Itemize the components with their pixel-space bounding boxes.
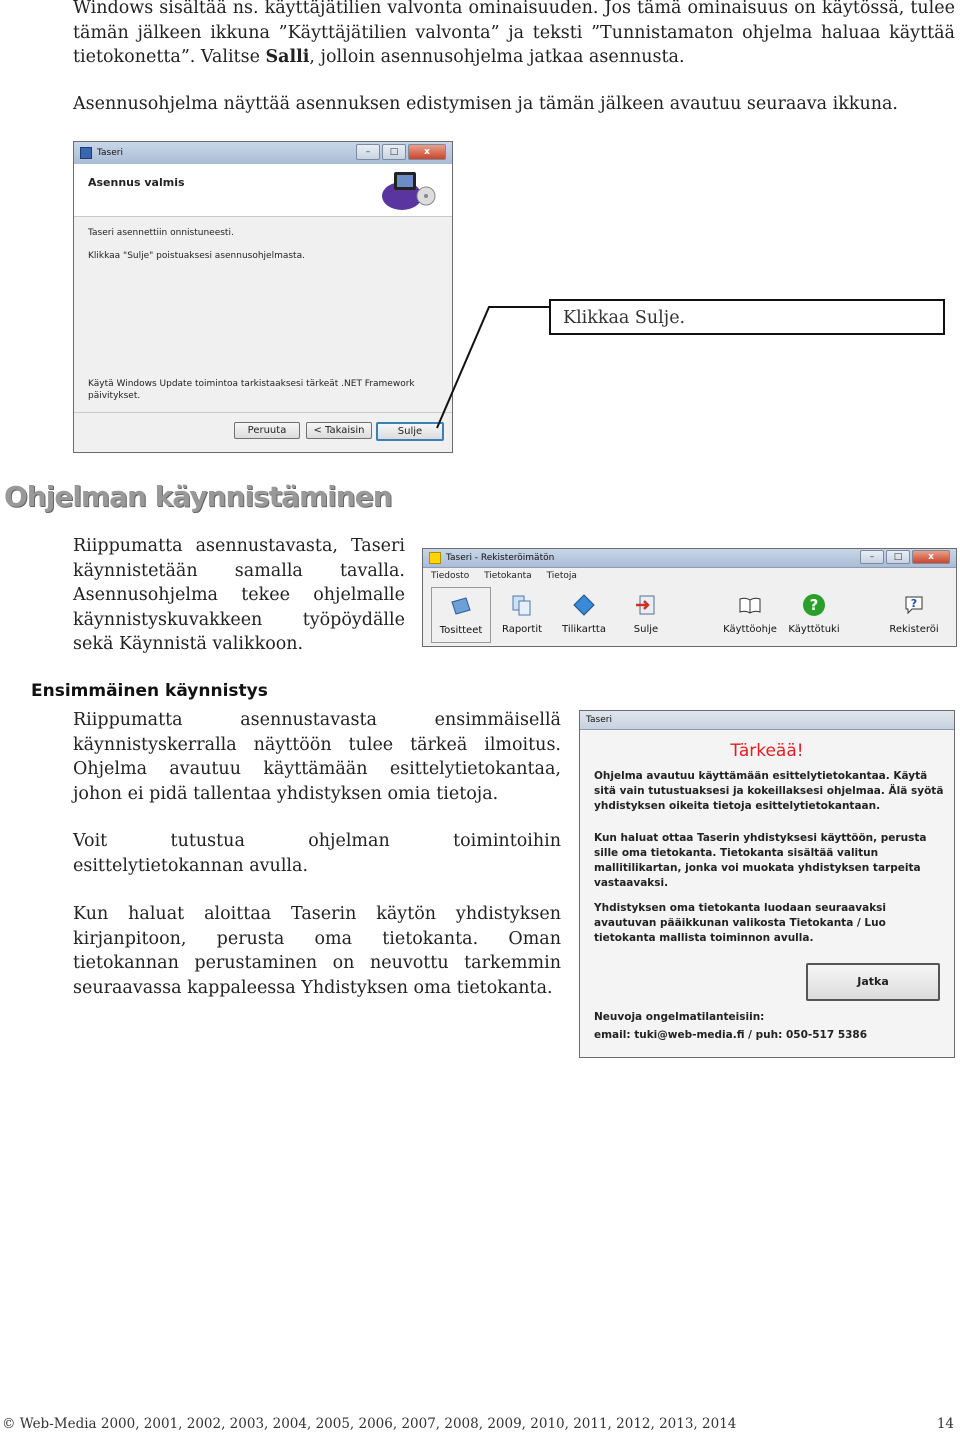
callout-box	[549, 299, 945, 335]
install-window-title: Taseri	[97, 148, 123, 158]
install-header-band	[74, 164, 452, 217]
update-note: Käytä Windows Update toimintoa tarkistaaksesi tärkeät .NET Framework päivitykset.	[88, 379, 415, 401]
exit-icon	[634, 593, 658, 617]
maximize-button[interactable]: □	[886, 550, 910, 564]
help-label: Neuvoja ongelmatilanteisiin:	[594, 1011, 765, 1023]
app-icon	[429, 552, 441, 564]
tool-label: Tositteet	[439, 625, 483, 636]
section-heading-first-start: Ensimmäinen käynnistys	[31, 681, 268, 701]
menu-item-tiedosto[interactable]: Tiedosto	[431, 571, 470, 581]
first-start-paragraph-3: Kun haluat aloittaa Taserin käytön yhdistyksen kirjanpitoon, perusta oma tietokanta. Oman tietokannan perustaminen on neuvottu tarkemmin seuraavassa kappaleessa Yhdistyksen oma tietokanta.	[73, 904, 561, 998]
continue-button[interactable]: Jatka	[806, 963, 940, 1001]
tool-label: Sulje	[633, 624, 659, 635]
pages-icon	[510, 593, 534, 617]
svg-text:?: ?	[910, 597, 918, 610]
maximize-button[interactable]: □	[382, 144, 406, 160]
notice-paragraph-1: Ohjelma avautuu käyttämään esittelytietokantaa. Käytä sitä vain tutustuaksesi ja kokeillaksesi ohjelmaa. Älä syötä yhdistyksen oikeita tietoja esittelytietokantaan.	[594, 770, 944, 812]
install-heading: Asennus valmis	[88, 176, 185, 189]
help-icon	[802, 593, 826, 617]
menu-bar	[431, 571, 589, 581]
menu-item-tietoja[interactable]: Tietoja	[546, 571, 577, 581]
install-msg-2: Klikkaa "Sulje" poistuaksesi asennusohjelmasta.	[88, 251, 305, 261]
help-contact: email: tuki@web-media.fi / puh: 050-517 5386	[594, 1029, 868, 1041]
tool-kayttotuki[interactable]	[785, 587, 843, 641]
cancel-button[interactable]: Peruuta	[234, 422, 300, 439]
tool-sulje[interactable]	[617, 587, 675, 641]
minimize-button[interactable]: –	[356, 144, 380, 160]
salli-word: Salli	[265, 47, 310, 67]
book-icon	[738, 593, 762, 617]
first-start-paragraph-1: Riippumatta asennustavasta ensimmäisellä käynnistyskerralla näyttöön tulee tärkeä ilmoitus. Ohjelma avautuu käyttämään esittelytietokantaa, johon ei pidä tallentaa yhdistyksen omia tietoja.	[73, 710, 561, 804]
tool-label: Tilikartta	[562, 624, 606, 635]
document-icon	[449, 594, 473, 618]
menu-item-tietokanta[interactable]: Tietokanta	[484, 571, 532, 581]
svg-text:?: ?	[809, 596, 819, 614]
diamond-icon	[572, 593, 596, 617]
app-window	[422, 548, 957, 647]
footer-copyright: © Web-Media 2000, 2001, 2002, 2003, 2004, 2005, 2006, 2007, 2008, 2009, 2010, 2011, 2012, 2013, 2014	[2, 1416, 737, 1432]
close-button[interactable]: x	[912, 550, 950, 564]
back-button[interactable]: < Takaisin	[306, 422, 372, 439]
tool-label: Raportit	[501, 624, 543, 635]
close-button[interactable]: x	[408, 144, 446, 160]
computer-cd-icon	[374, 166, 444, 214]
startup-paragraph: Riippumatta asennustavasta, Taseri käynnistetään samalla tavalla. Asennusohjelma tekee ohjelmalle käynnistyskuvakkeen työpöydälle sekä Käynnistä valikkoon.	[73, 536, 405, 654]
tool-raportit[interactable]	[493, 587, 551, 641]
register-icon	[902, 593, 926, 617]
notice-heading: Tärkeää!	[730, 741, 804, 761]
tool-tositteet[interactable]	[431, 587, 491, 643]
notice-paragraph-2: Kun haluat ottaa Taserin yhdistyksesi käyttöön, perusta sille oma tietokanta. Tietokanta sisältää valitun mallitilikartan, jonka voi muokata yhdistyksen tarpeita vastaavaksi.	[594, 832, 927, 889]
intro-text-end: , jolloin asennusohjelma jatkaa asennusta.	[309, 47, 685, 67]
notice-paragraph-3: Yhdistyksen oma tietokanta luodaan seuraavaksi avautuvan pääikkunan valikosta Tietokanta / Luo tietokanta mallista toiminnon avulla.	[594, 902, 887, 944]
intro-paragraph-2: Asennusohjelma näyttää asennuksen edistymisen ja tämän jälkeen avautuu seuraava ikkuna.	[73, 94, 898, 114]
page-number: 14	[936, 1416, 954, 1432]
tool-kayttoohje[interactable]	[721, 587, 779, 641]
tool-rekisteroi[interactable]	[885, 587, 943, 641]
tool-tilikartta[interactable]	[555, 587, 613, 641]
section-heading-startup: Ohjelman käynnistäminen	[4, 480, 392, 513]
install-window-titlebar	[74, 142, 452, 165]
tool-label: Käyttöohje	[723, 624, 777, 635]
tool-label: Rekisteröi	[889, 624, 939, 635]
install-divider	[74, 412, 452, 413]
app-icon	[80, 147, 92, 159]
intro-paragraph	[73, 0, 955, 70]
first-start-paragraph-2: Voit tutustua ohjelman toimintoihin esittelytietokannan avulla.	[73, 831, 561, 876]
intro-text: Windows sisältää ns. käyttäjätilien valvonta ominaisuuden. Jos tämä ominaisuus on käytössä, tulee tämän jälkeen ikkuna ”Käyttäjätilien valvonta” ja teksti ”Tunnistamaton ohjelma haluaa käyttää tietokonetta”. Valitse	[73, 0, 955, 67]
minimize-button[interactable]: –	[860, 550, 884, 564]
notice-window-titlebar	[580, 711, 954, 730]
app-window-titlebar	[423, 549, 956, 568]
install-msg-1: Taseri asennettiin onnistuneesti.	[88, 228, 234, 238]
notice-window	[579, 710, 955, 1058]
tool-label: Käyttötuki	[788, 624, 840, 635]
app-window-title: Taseri - Rekisteröimätön	[446, 553, 555, 563]
callout-text: Klikkaa Sulje.	[563, 308, 686, 328]
finish-close-button[interactable]: Sulje	[376, 422, 444, 441]
install-window	[73, 141, 453, 453]
notice-window-title: Taseri	[586, 715, 612, 725]
